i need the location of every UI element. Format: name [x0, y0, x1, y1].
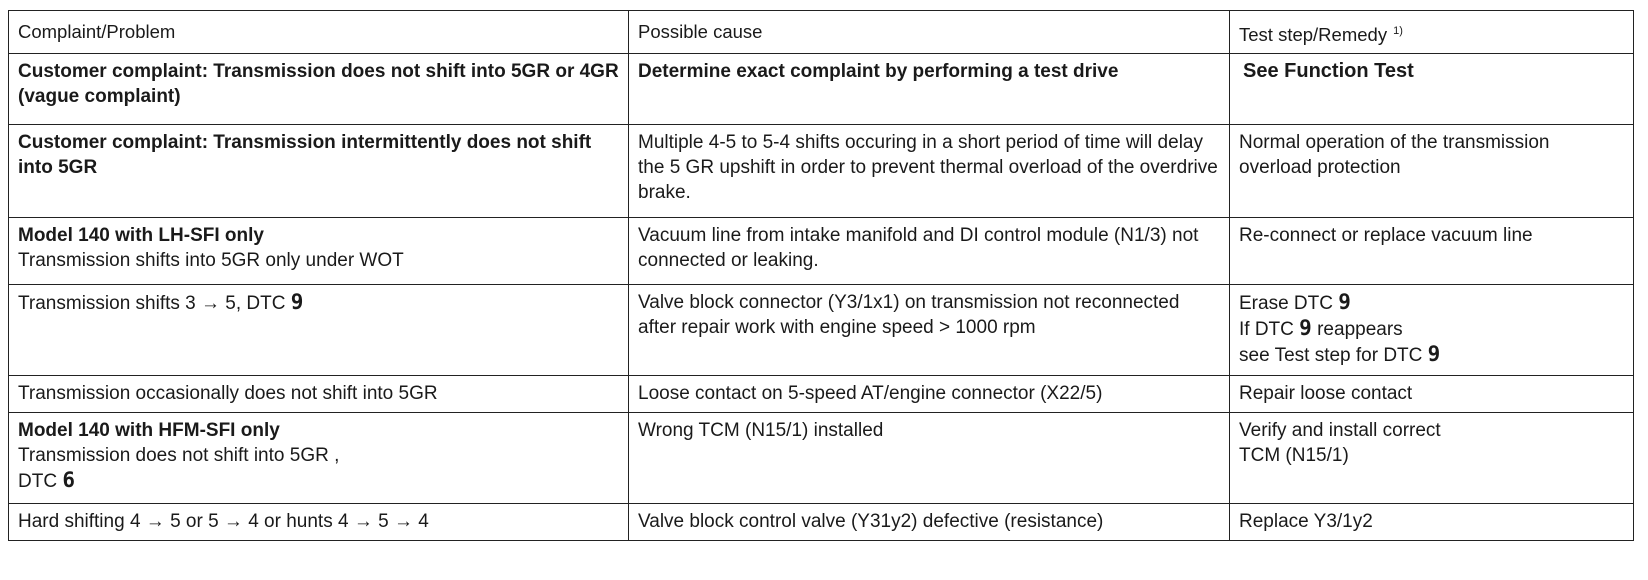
cause-cell — [629, 413, 1230, 504]
diagnosis-sheet — [8, 10, 1634, 541]
complaint-text: Transmission shifts into 5GR only under WOT — [18, 250, 404, 272]
header-cause — [629, 11, 1230, 54]
complaint-text: DTC — [18, 471, 58, 493]
cause-text: Loose contact on 5-speed AT/engine connector (X22/5) — [638, 383, 1103, 405]
complaint-text: Transmission does not shift into 5GR , — [18, 445, 340, 467]
cause-cell — [629, 218, 1230, 285]
complaint-text: Customer complaint: Transmission intermittently does not shift into 5GR — [18, 132, 592, 179]
header-complaint — [9, 11, 629, 54]
complaint-cell — [9, 125, 629, 218]
table-row — [9, 218, 1634, 285]
complaint-cell — [9, 54, 629, 125]
troubleshooting-table — [8, 10, 1634, 541]
remedy-text: TCM (N15/1) — [1239, 445, 1349, 467]
remedy-text: Normal operation of the transmission overload protection — [1239, 132, 1550, 179]
table-row — [9, 54, 1634, 125]
complaint-cell — [9, 285, 629, 376]
remedy-line — [1239, 316, 1624, 342]
remedy-text: reappears — [1317, 319, 1403, 341]
complaint-dtc-line — [18, 468, 619, 494]
dtc-code: 6 — [62, 468, 75, 493]
cause-cell — [629, 376, 1230, 413]
remedy-text: See Function Test — [1243, 60, 1414, 83]
remedy-cell — [1230, 413, 1634, 504]
model-heading: Model 140 with LH-SFI only — [18, 225, 264, 247]
complaint-text: Hard shifting 4 → 5 or 5 → 4 or hunts 4 → 5 → 4 — [18, 511, 429, 533]
header-remedy-label: Test step/Remedy — [1239, 24, 1388, 46]
dtc-code: 9 — [1299, 316, 1312, 341]
remedy-text: Re-connect or replace vacuum line — [1239, 225, 1533, 247]
remedy-text: If DTC — [1239, 319, 1294, 341]
cause-text: Determine exact complaint by performing a test drive — [638, 61, 1119, 83]
dtc-code: 9 — [290, 290, 304, 315]
complaint-text: Transmission shifts 3 → 5, DTC — [18, 293, 286, 315]
table-row — [9, 125, 1634, 218]
remedy-cell — [1230, 218, 1634, 285]
remedy-text: Verify and install correct — [1239, 420, 1441, 442]
dtc-code: 9 — [1338, 290, 1351, 315]
cause-text: Wrong TCM (N15/1) installed — [638, 420, 884, 442]
cause-cell — [629, 285, 1230, 376]
cause-text: Vacuum line from intake manifold and DI control module (N1/3) not connected or leaking. — [638, 225, 1199, 272]
footnote-marker: 1) — [1393, 25, 1403, 37]
complaint-cell — [9, 504, 629, 541]
remedy-cell — [1230, 285, 1634, 376]
complaint-cell — [9, 376, 629, 413]
cause-cell — [629, 54, 1230, 125]
cause-cell — [629, 125, 1230, 218]
table-row — [9, 285, 1634, 376]
remedy-line — [1239, 342, 1624, 368]
remedy-text: Replace Y3/1y2 — [1239, 511, 1373, 533]
remedy-text: Erase DTC — [1239, 293, 1333, 315]
table-header-row — [9, 11, 1634, 54]
model-heading: Model 140 with HFM-SFI only — [18, 420, 280, 442]
dtc-code: 9 — [1427, 342, 1441, 367]
remedy-cell — [1230, 376, 1634, 413]
header-remedy — [1230, 11, 1634, 54]
table-row — [9, 413, 1634, 504]
complaint-cell — [9, 218, 629, 285]
header-cause-label: Possible cause — [638, 21, 763, 42]
remedy-cell — [1230, 125, 1634, 218]
cause-text: Valve block connector (Y3/1x1) on transmission not reconnected after repair work with engine speed > 1000 rpm — [638, 292, 1180, 339]
complaint-text: Transmission occasionally does not shift into 5GR — [18, 383, 438, 405]
complaint-text: Customer complaint: Transmission does not shift into 5GR or 4GR (vague complaint) — [18, 61, 619, 108]
remedy-text: Repair loose contact — [1239, 383, 1413, 405]
table-row — [9, 376, 1634, 413]
cause-cell — [629, 504, 1230, 541]
complaint-cell — [9, 413, 629, 504]
remedy-cell — [1230, 54, 1634, 125]
remedy-text: see Test step for DTC — [1239, 345, 1423, 367]
header-complaint-label: Complaint/Problem — [18, 21, 176, 42]
cause-text: Multiple 4-5 to 5-4 shifts occuring in a short period of time will delay the 5 GR upshift in order to prevent thermal overload of the overdrive brake. — [638, 132, 1218, 204]
cause-text: Valve block control valve (Y31y2) defective (resistance) — [638, 511, 1104, 533]
remedy-line — [1239, 290, 1624, 316]
table-row — [9, 504, 1634, 541]
remedy-cell — [1230, 504, 1634, 541]
